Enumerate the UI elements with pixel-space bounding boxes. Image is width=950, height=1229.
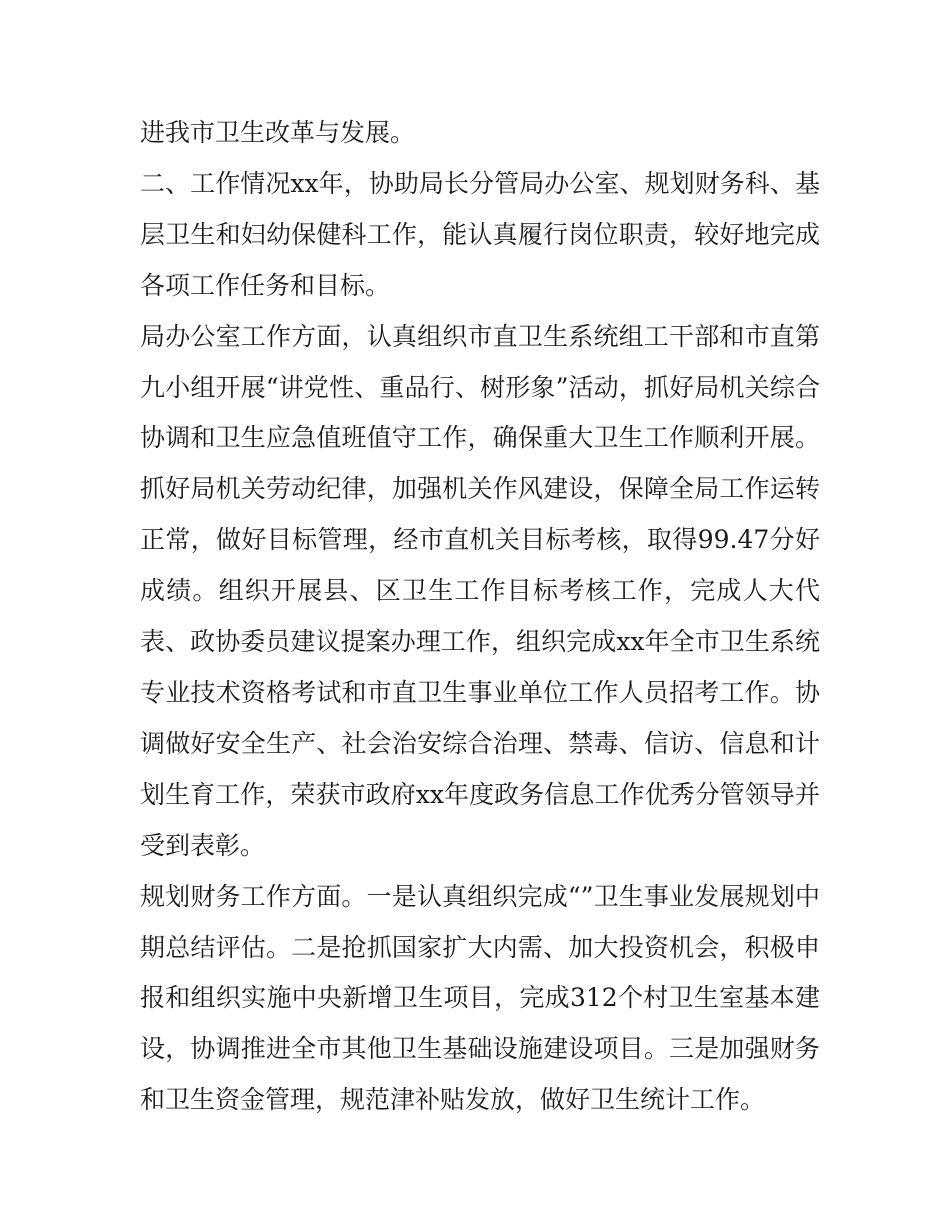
- paragraph-3: 局办公室工作方面，认真组织市直卫生系统组工干部和市直第九小组开展“讲党性、重品行、树形象”活动，抓好局机关综合协调和卫生应急值班值守工作，确保重大卫生工作顺利开展。抓好局机关劳动纪律，加强机关作风建设，保障全局工作运转正常，做好目标管理，经市直机关目标考核，取得99.47分好成绩。组织开展县、区卫生工作目标考核工作，完成人大代表、政协委员建议提案办理工作，组织完成xx年全市卫生系统专业技术资格考试和市直卫生事业单位工作人员招考工作。协调做好安全生产、社会治安综合治理、禁毒、信访、信息和计划生育工作，荣获市政府xx年度政务信息工作优秀分管领导并受到表彰。: [140, 321, 820, 860]
- paragraph-1: 进我市卫生改革与发展。: [140, 118, 416, 147]
- document-body: [140, 108, 820, 1126]
- paragraph-4: 规划财务工作方面。一是认真组织完成“”卫生事业发展规划中期总结评估。二是抢抓国家扩大内需、加大投资机会，积极申报和组织实施中央新增卫生项目，完成312个村卫生室基本建设，协调推进全市其他卫生基础设施建设项目。三是加强财务和卫生资金管理，规范津补贴发放，做好卫生统计工作。: [140, 881, 820, 1115]
- paragraph-2: 二、工作情况xx年，协助局长分管局办公室、规划财务科、基层卫生和妇幼保健科工作，能认真履行岗位职责，较好地完成各项工作任务和目标。: [140, 168, 820, 300]
